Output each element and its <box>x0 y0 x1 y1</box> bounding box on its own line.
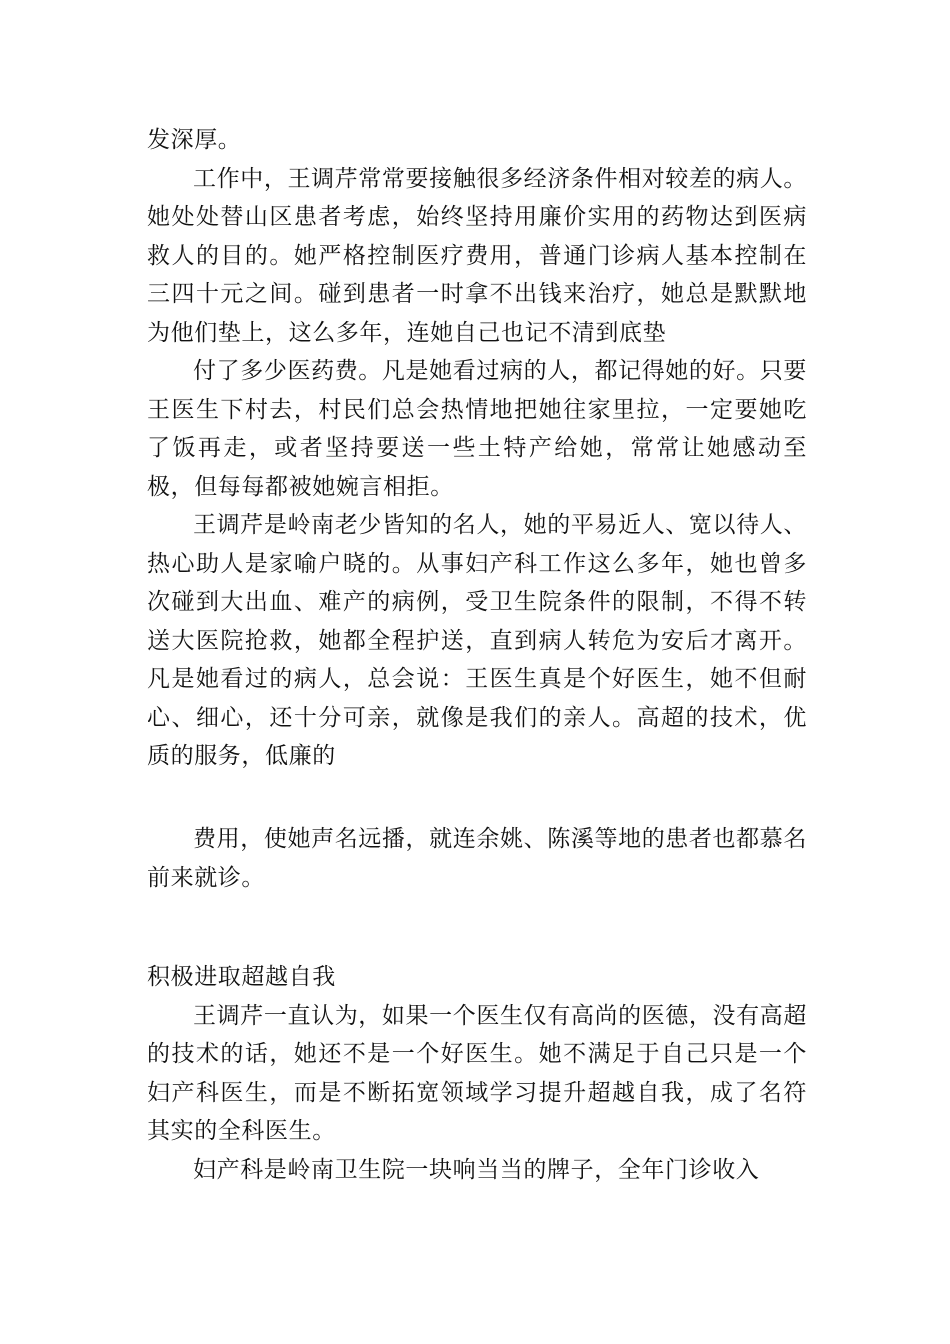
section-heading: 积极进取超越自我 <box>147 964 336 990</box>
text-block-top <box>147 121 807 776</box>
paragraph-economic-conditions: 工作中，王调芹常常要接触很多经济条件相对较差的病人。她处处替山区患者考虑，始终坚持用廉价实用的药物达到医病救人的目的。她严格控制医疗费用，普通门诊病人基本控制在三四十元之间。碰到患者一时拿不出钱来治疗，她总是默默地为他们垫上，这么多年，连她自己也记不清到底垫 <box>147 165 807 346</box>
text-block-bottom <box>147 958 807 1189</box>
text-block-middle <box>147 820 807 897</box>
paragraph-famous-person: 王调芹是岭南老少皆知的名人，她的平易近人、宽以待人、热心助人是家喻户晓的。从事妇产科工作这么多年，她也曾多次碰到大出血、难产的病例，受卫生院条件的限制，不得不转送大医院抢救，她都全程护送，直到病人转危为安后才离开。凡是她看过的病人，总会说：王医生真是个好医生，她不但耐心、细心，还十分可亲，就像是我们的亲人。高超的技术，优质的服务，低廉的 <box>147 512 807 769</box>
paragraph-reputation: 费用，使她声名远播，就连余姚、陈溪等地的患者也都慕名前来就诊。 <box>147 826 807 891</box>
paragraph-medical-fees: 付了多少医药费。凡是她看过病的人，都记得她的好。只要王医生下村去，村民们总会热情地把她往家里拉，一定要她吃了饭再走，或者坚持要送一些土特产给她，常常让她感动至极，但每每都被她婉言相拒。 <box>147 358 807 500</box>
paragraph-ending: 发深厚。 <box>147 127 242 153</box>
paragraph-self-improvement: 王调芹一直认为，如果一个医生仅有高尚的医德，没有高超的技术的话，她还不是一个好医生。她不满足于自己只是一个妇产科医生，而是不断拓宽领域学习提升超越自我，成了名符其实的全科医生。 <box>147 1002 807 1144</box>
paragraph-obstetrics-brand: 妇产科是岭南卫生院一块响当当的牌子，全年门诊收入 <box>193 1156 760 1183</box>
